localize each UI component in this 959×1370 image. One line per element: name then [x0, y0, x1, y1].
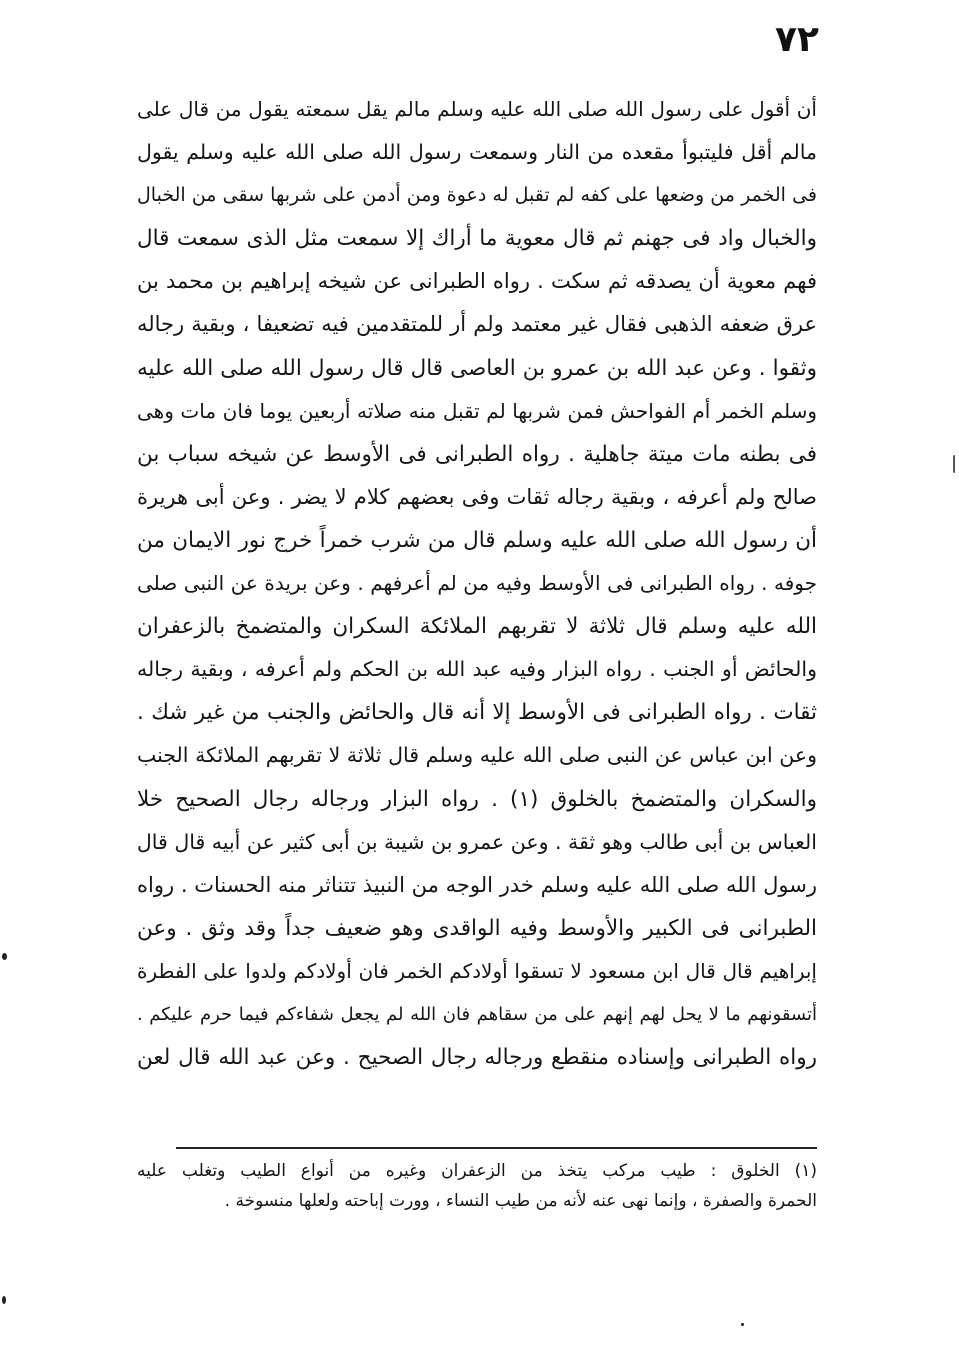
text-line: وثقوا . وعن عبد الله بن عمرو بن العاصى قال قال رسول الله صلى الله عليه — [137, 355, 817, 381]
footnote-separator — [176, 1147, 817, 1149]
text-line: وسلم الخمر أم الفواحش فمن شربها لم تقبل منه صلاته أربعين يوما فان مات وهى — [137, 398, 817, 423]
text-line: العباس بن أبى طالب وهو ثقة . وعن عمرو بن شيبة بن أبى كثير عن أبيه قال قال — [137, 829, 817, 854]
text-line: والسكران والمتضمخ بالخلوق (١) . رواه البزار ورجاله رجال الصحيح خلا — [137, 786, 817, 812]
text-line: فى الخمر من وضعها على كفه لم تقبل له دعوة ومن أدمن على شربها سقى من الخبال — [137, 184, 817, 207]
page-number: ٧٢ — [775, 19, 819, 60]
text-line: فى بطنه مات ميتة جاهلية . رواه الطبرانى فى الأوسط عن شيخه سباب بن — [137, 441, 817, 467]
scan-speck — [953, 455, 955, 473]
main-text — [137, 88, 817, 1079]
text-line: إبراهيم قال قال ابن مسعود لا تسقوا أولادكم الخمر فان أولادكم ولدوا على الفطرة — [137, 958, 817, 983]
text-line: أن أقول على رسول الله صلى الله عليه وسلم مالم يقل سمعته يقول من قال على — [137, 97, 817, 121]
text-line: والخبال واد فى جهنم ثم قال معوية ما أراك إلا سمعت مثل الذى سمعت قال — [137, 226, 817, 252]
text-line: مالم أقل فليتبوأ مقعده من النار وسمعت رسول الله صلى الله عليه وسلم يقول — [137, 140, 817, 165]
footnote-line: (١) الخلوق : طيب مركب يتخذ من الزعفران وغيره من أنواع الطيب وتغلب عليه — [137, 1161, 817, 1181]
text-line: جوفه . رواه الطبرانى فى الأوسط وفيه من لم أعرفهم . وعن بريدة عن النبى صلى — [137, 571, 817, 596]
scan-speck — [2, 953, 7, 960]
text-line: صالح ولم أعرفه ، وبقية رجاله ثقات وفى بعضهم كلام لا يضر . وعن أبى هريرة — [137, 484, 817, 509]
text-line: رسول الله صلى الله عليه وسلم خدر الوجه من النبيذ تتناثر منه الحسنات . رواه — [137, 872, 817, 897]
text-line: رواه الطبرانى وإسناده منقطع ورجاله رجال الصحيح . وعن عبد الله قال لعن — [137, 1045, 817, 1071]
text-line: عرق ضعفه الذهبى فقال غير معتمد ولم أر للمتقدمين فيه تضعيفا ، وبقية رجاله — [137, 312, 817, 337]
footnote — [137, 1156, 817, 1216]
text-line: الطبرانى فى الكبير والأوسط وفيه الواقدى وهو ضعيف جداً وقد وثق . وعن — [137, 915, 817, 941]
text-line: والحائض أو الجنب . رواه البزار وفيه عبد الله بن الحكم ولم أعرفه ، وبقية رجاله — [137, 657, 817, 682]
footnote-line: الحمرة والصفرة ، وإنما نهى عنه لأنه من طيب النساء ، وورت إباحته ولعلها منسوخة . — [224, 1191, 817, 1211]
text-line: وعن ابن عباس عن النبى صلى الله عليه وسلم قال ثلاثة لا تقربهم الملائكة الجنب — [137, 743, 817, 768]
scan-speck — [2, 1296, 6, 1304]
text-line: أتسقونهم ما لا يحل لهم إنهم على من سقاهم فان الله لم يجعل شفاءكم فيما حرم عليكم . — [137, 1003, 817, 1025]
text-line: الله عليه وسلم قال ثلاثة لا تقربهم الملائكة السكران والمتضمخ بالزعفران — [137, 614, 817, 640]
text-line: أن رسول الله صلى الله عليه وسلم قال من شرب خمراً خرج نور الايمان من — [137, 527, 817, 553]
text-line: ثقات . رواه الطبرانى فى الأوسط إلا أنه قال والحائض والجنب من غير شك . — [137, 700, 817, 726]
text-line: فهم معوية أن يصدقه ثم سكت . رواه الطبرانى عن شيخه إبراهيم بن محمد بن — [137, 269, 817, 294]
scan-speck — [741, 1323, 744, 1326]
